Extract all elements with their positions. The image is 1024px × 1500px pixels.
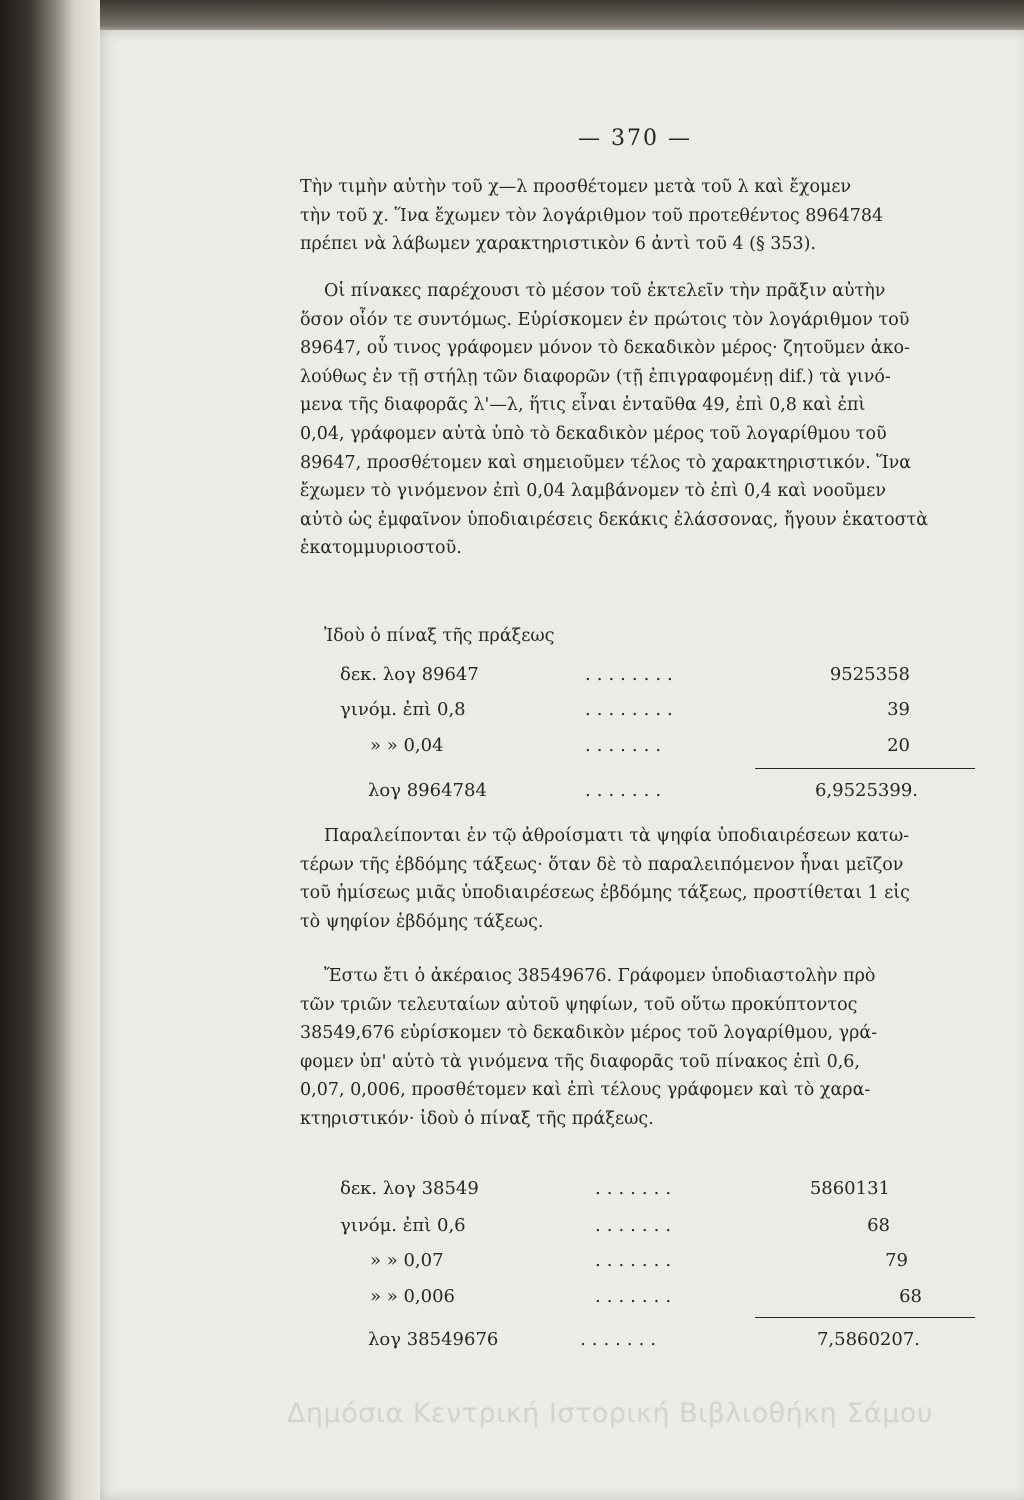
calc-value: 79 bbox=[885, 1250, 908, 1271]
text-line: 89647, οὗ τινος γράφομεν μόνον τὸ δεκαδικὸν μέρος· ζητοῦμεν ἀκο- bbox=[300, 338, 910, 359]
calc-value: 39 bbox=[887, 699, 910, 720]
paragraph-1 bbox=[300, 173, 975, 259]
text-line: τὴν τοῦ χ. Ἵνα ἔχωμεν τὸν λογάριθμον τοῦ προτεθέντος 8964784 bbox=[300, 205, 884, 226]
text-line: Τὴν τιμὴν αὐτὴν τοῦ χ—λ προσθέτομεν μετὰ τοῦ λ καὶ ἔχομεν bbox=[300, 177, 852, 197]
calc-label: δεκ. λογ 89647 bbox=[340, 664, 479, 685]
calc-value: 20 bbox=[887, 735, 910, 756]
text-line: 0,07, 0,006, προσθέτομεν καὶ ἐπὶ τέλους γράφομεν καὶ τὸ χαρα- bbox=[300, 1080, 871, 1101]
text-line: Ἔστω ἔτι ὁ ἀκέραιος 38549676. Γράφομεν ὑποδιαστολὴν πρὸ bbox=[324, 966, 876, 986]
calc-row bbox=[340, 664, 980, 692]
calc-dots: ....... bbox=[580, 1329, 663, 1350]
text-line: ἑκατομμυριοστοῦ. bbox=[300, 538, 462, 559]
text-line: 0,04, γράφομεν αὐτὰ ὑπὸ τὸ δεκαδικὸν μέρος τοῦ λογαρίθμου τοῦ bbox=[300, 423, 887, 444]
calc-label: γινόμ. ἐπὶ 0,8 bbox=[340, 699, 466, 720]
calc-row bbox=[340, 1250, 980, 1278]
text-line: ὅσον οἷόν τε συντόμως. Εὑρίσκομεν ἐν πρώτοις τὸν λογάριθμον τοῦ bbox=[300, 309, 910, 330]
text-line: Παραλείπονται ἐν τῷ ἀθροίσματι τὰ ψηφία ὑποδιαιρέσεων κατω- bbox=[324, 826, 910, 846]
calc-dots: ....... bbox=[585, 780, 668, 801]
calc-label: » » 0,006 bbox=[370, 1286, 455, 1307]
calculation-table-2 bbox=[340, 1178, 980, 1368]
paragraph-3 bbox=[300, 822, 975, 936]
calc-dots: ....... bbox=[595, 1286, 678, 1307]
text-line: μενα τῆς διαφορᾶς λ'—λ, ἥτις εἶναι ἐνταῦθα 49, ἐπὶ 0,8 καὶ ἐπὶ bbox=[300, 395, 866, 416]
paragraph-2 bbox=[300, 277, 975, 563]
sum-rule bbox=[755, 768, 975, 769]
calc-value: 68 bbox=[899, 1286, 922, 1307]
text-line: αὐτὸ ὡς ἐμφαῖνον ὑποδιαιρέσεις δεκάκις ἐλάσσονας, ἤγουν ἑκατοστὰ bbox=[300, 509, 929, 530]
calc-dots: ........ bbox=[585, 664, 679, 685]
calc-row bbox=[340, 1286, 980, 1314]
calc-dots: ....... bbox=[595, 1215, 678, 1236]
text-line: φομεν ὑπ' αὐτὸ τὰ γινόμενα τῆς διαφορᾶς τοῦ πίνακος ἐπὶ 0,6, bbox=[300, 1051, 860, 1072]
text-line: Οἱ πίνακες παρέχουσι τὸ μέσον τοῦ ἐκτελεῖν τὴν πρᾶξιν αὐτὴν bbox=[324, 281, 886, 301]
sum-rule bbox=[755, 1317, 975, 1318]
text-line: κτηριστικόν· ἰδοὺ ὁ πίναξ τῆς πράξεως. bbox=[300, 1108, 654, 1129]
calc-value: 6,9525399. bbox=[814, 780, 918, 801]
table-1-intro bbox=[300, 622, 975, 651]
calc-value: 5860131 bbox=[809, 1178, 890, 1199]
calc-label: λογ 38549676 bbox=[368, 1329, 499, 1350]
calc-label: λογ 8964784 bbox=[368, 780, 487, 801]
calc-label: δεκ. λογ 38549 bbox=[340, 1178, 479, 1199]
calc-value: 9525358 bbox=[829, 664, 910, 685]
text-line: ἔχωμεν τὸ γινόμενον ἐπὶ 0,04 λαμβάνομεν τὸ ἐπὶ 0,4 καὶ νοοῦμεν bbox=[300, 481, 886, 502]
calc-dots: ....... bbox=[595, 1178, 678, 1199]
calc-label: » » 0,07 bbox=[370, 1250, 444, 1271]
text-line: λούθως ἐν τῇ στήλῃ τῶν διαφορῶν (τῇ ἐπιγραφομένῃ dif.) τὰ γινό- bbox=[300, 366, 891, 387]
page-number: — 370 — bbox=[578, 126, 692, 151]
calc-row bbox=[340, 1215, 980, 1243]
calc-value: 7,5860207. bbox=[816, 1329, 920, 1350]
calc-dots: ....... bbox=[595, 1250, 678, 1271]
calc-label: γινόμ. ἐπὶ 0,6 bbox=[340, 1215, 466, 1236]
calc-dots: ....... bbox=[585, 735, 668, 756]
calc-row bbox=[340, 1178, 980, 1206]
calc-row bbox=[340, 735, 980, 763]
text-line: πρέπει νὰ λάβωμεν χαρακτηριστικὸν 6 ἀντὶ τοῦ 4 (§ 353). bbox=[300, 234, 817, 255]
calc-label: » » 0,04 bbox=[370, 735, 444, 756]
library-watermark: Δημόσια Κεντρική Ιστορική Βιβλιοθήκη Σάμου bbox=[286, 1398, 934, 1429]
calc-dots: ........ bbox=[585, 699, 679, 720]
calc-row bbox=[340, 699, 980, 727]
book-spine-edge bbox=[0, 0, 100, 1500]
calc-total-row bbox=[340, 780, 980, 808]
text-line: 89647, προσθέτομεν καὶ σημειοῦμεν τέλος τὸ χαρακτηριστικόν. Ἵνα bbox=[300, 452, 912, 473]
text-line: τὸ ψηφίον ἑβδόμης τάξεως. bbox=[300, 911, 544, 932]
text-line: Ἰδοὺ ὁ πίναξ τῆς πράξεως bbox=[324, 626, 555, 646]
text-line: τέρων τῆς ἑβδόμης τάξεως· ὅταν δὲ τὸ παραλειπόμενον ἦναι μεῖζον bbox=[300, 854, 904, 875]
calc-value: 68 bbox=[867, 1215, 890, 1236]
text-line: τοῦ ἡμίσεως μιᾶς ὑποδιαιρέσεως ἑβδόμης τάξεως, προστίθεται 1 εἰς bbox=[300, 883, 910, 904]
calculation-table-1 bbox=[340, 664, 980, 814]
text-line: 38549,676 εὑρίσκομεν τὸ δεκαδικὸν μέρος τοῦ λογαρίθμου, γρά- bbox=[300, 1023, 878, 1044]
calc-total-row bbox=[340, 1329, 980, 1357]
text-line: τῶν τριῶν τελευταίων αὐτοῦ ψηφίων, τοῦ οὕτω προκύπτοντος bbox=[300, 994, 858, 1015]
paragraph-4 bbox=[300, 962, 975, 1134]
